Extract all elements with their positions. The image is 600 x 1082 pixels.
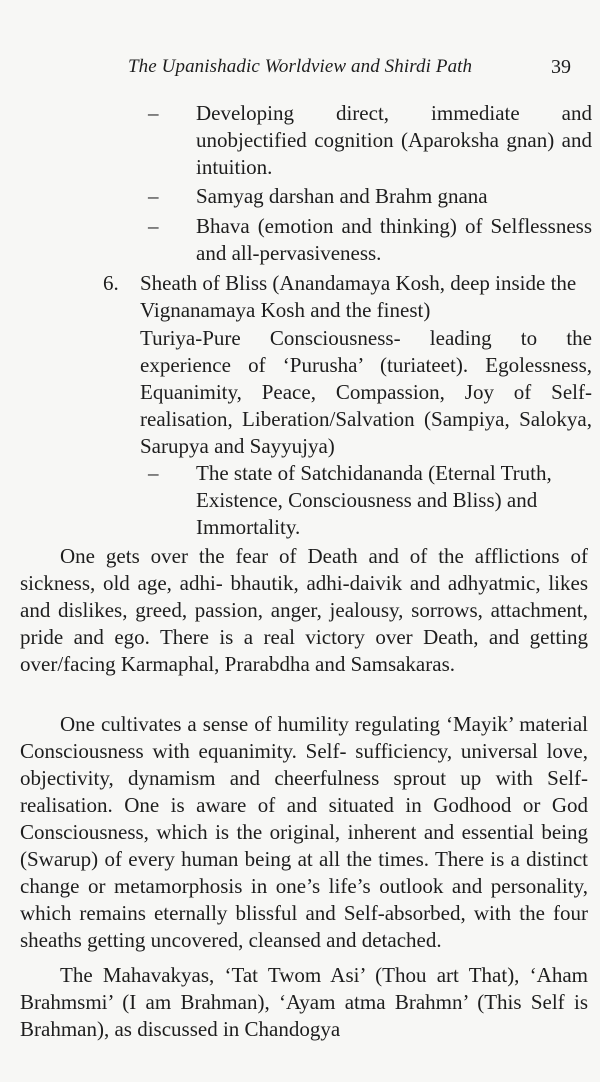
list-number: 6. xyxy=(103,271,119,295)
list-dash: – xyxy=(148,184,159,208)
list-item: Developing direct, immediate and unobjectified cognition (Aparoksha gnan) and intuition. xyxy=(196,101,592,179)
paragraph xyxy=(20,711,588,954)
list-dash: – xyxy=(148,461,159,485)
paragraph xyxy=(20,543,588,678)
list-item: The state of Satchidananda (Eternal Truth, Existence, Consciousness and Bliss) and Immortality. xyxy=(196,461,552,539)
sheath-body: Turiya-Pure Consciousness- leading to the experience of ‘Purusha’ (turiateet). Egolessness, Equanimity, Peace, Compassion, Joy of Self-realisation, Liberation/Salvation (Sampiya, Salokya, Sarupya and Sayyujya) xyxy=(140,326,592,458)
page-number: 39 xyxy=(551,56,571,78)
sheath-heading: Sheath of Bliss (Anandamaya Kosh, deep inside the Vignanamaya Kosh and the finest) xyxy=(140,271,577,322)
paragraph xyxy=(20,962,588,1043)
list-dash: – xyxy=(148,101,159,125)
list-item: Bhava (emotion and thinking) of Selflessness and all-pervasiveness. xyxy=(196,214,592,265)
list-dash: – xyxy=(148,214,159,238)
paragraph-text: One cultivates a sense of humility regulating ‘Mayik’ material Consciousness with equanimity. Self- sufficiency, universal love, objectivity, dynamism and cheerfulness sprout up with Self-realisation. One is aware of and situated in Godhood or God Consciousness, which is the original, inherent and essential being (Swarup) of every human being at all the times. There is a distinct change or metamorphosis in one’s life’s outlook and personality, which remains eternally blissful and Self-absorbed, with the four sheaths getting uncovered, cleansed and detached. xyxy=(20,712,588,952)
paragraph-text: The Mahavakyas, ‘Tat Twom Asi’ (Thou art That), ‘Aham Brahmsmi’ (I am Brahman), ‘Ayam atma Brahmn’ (This Self is Brahman), as discussed in Chandogya xyxy=(20,963,588,1041)
running-head-title: The Upanishadic Worldview and Shirdi Path xyxy=(128,56,473,77)
list-item: Samyag darshan and Brahm gnana xyxy=(196,184,488,208)
paragraph-text: One gets over the fear of Death and of the afflictions of sickness, old age, adhi- bhautik, adhi-daivik and adhyatmic, likes and dislikes, greed, passion, anger, jealousy, sorrows, attachment, pride and ego. There is a real victory over Death, and getting over/facing Karmaphal, Prarabdha and Samsakaras. xyxy=(20,544,588,676)
